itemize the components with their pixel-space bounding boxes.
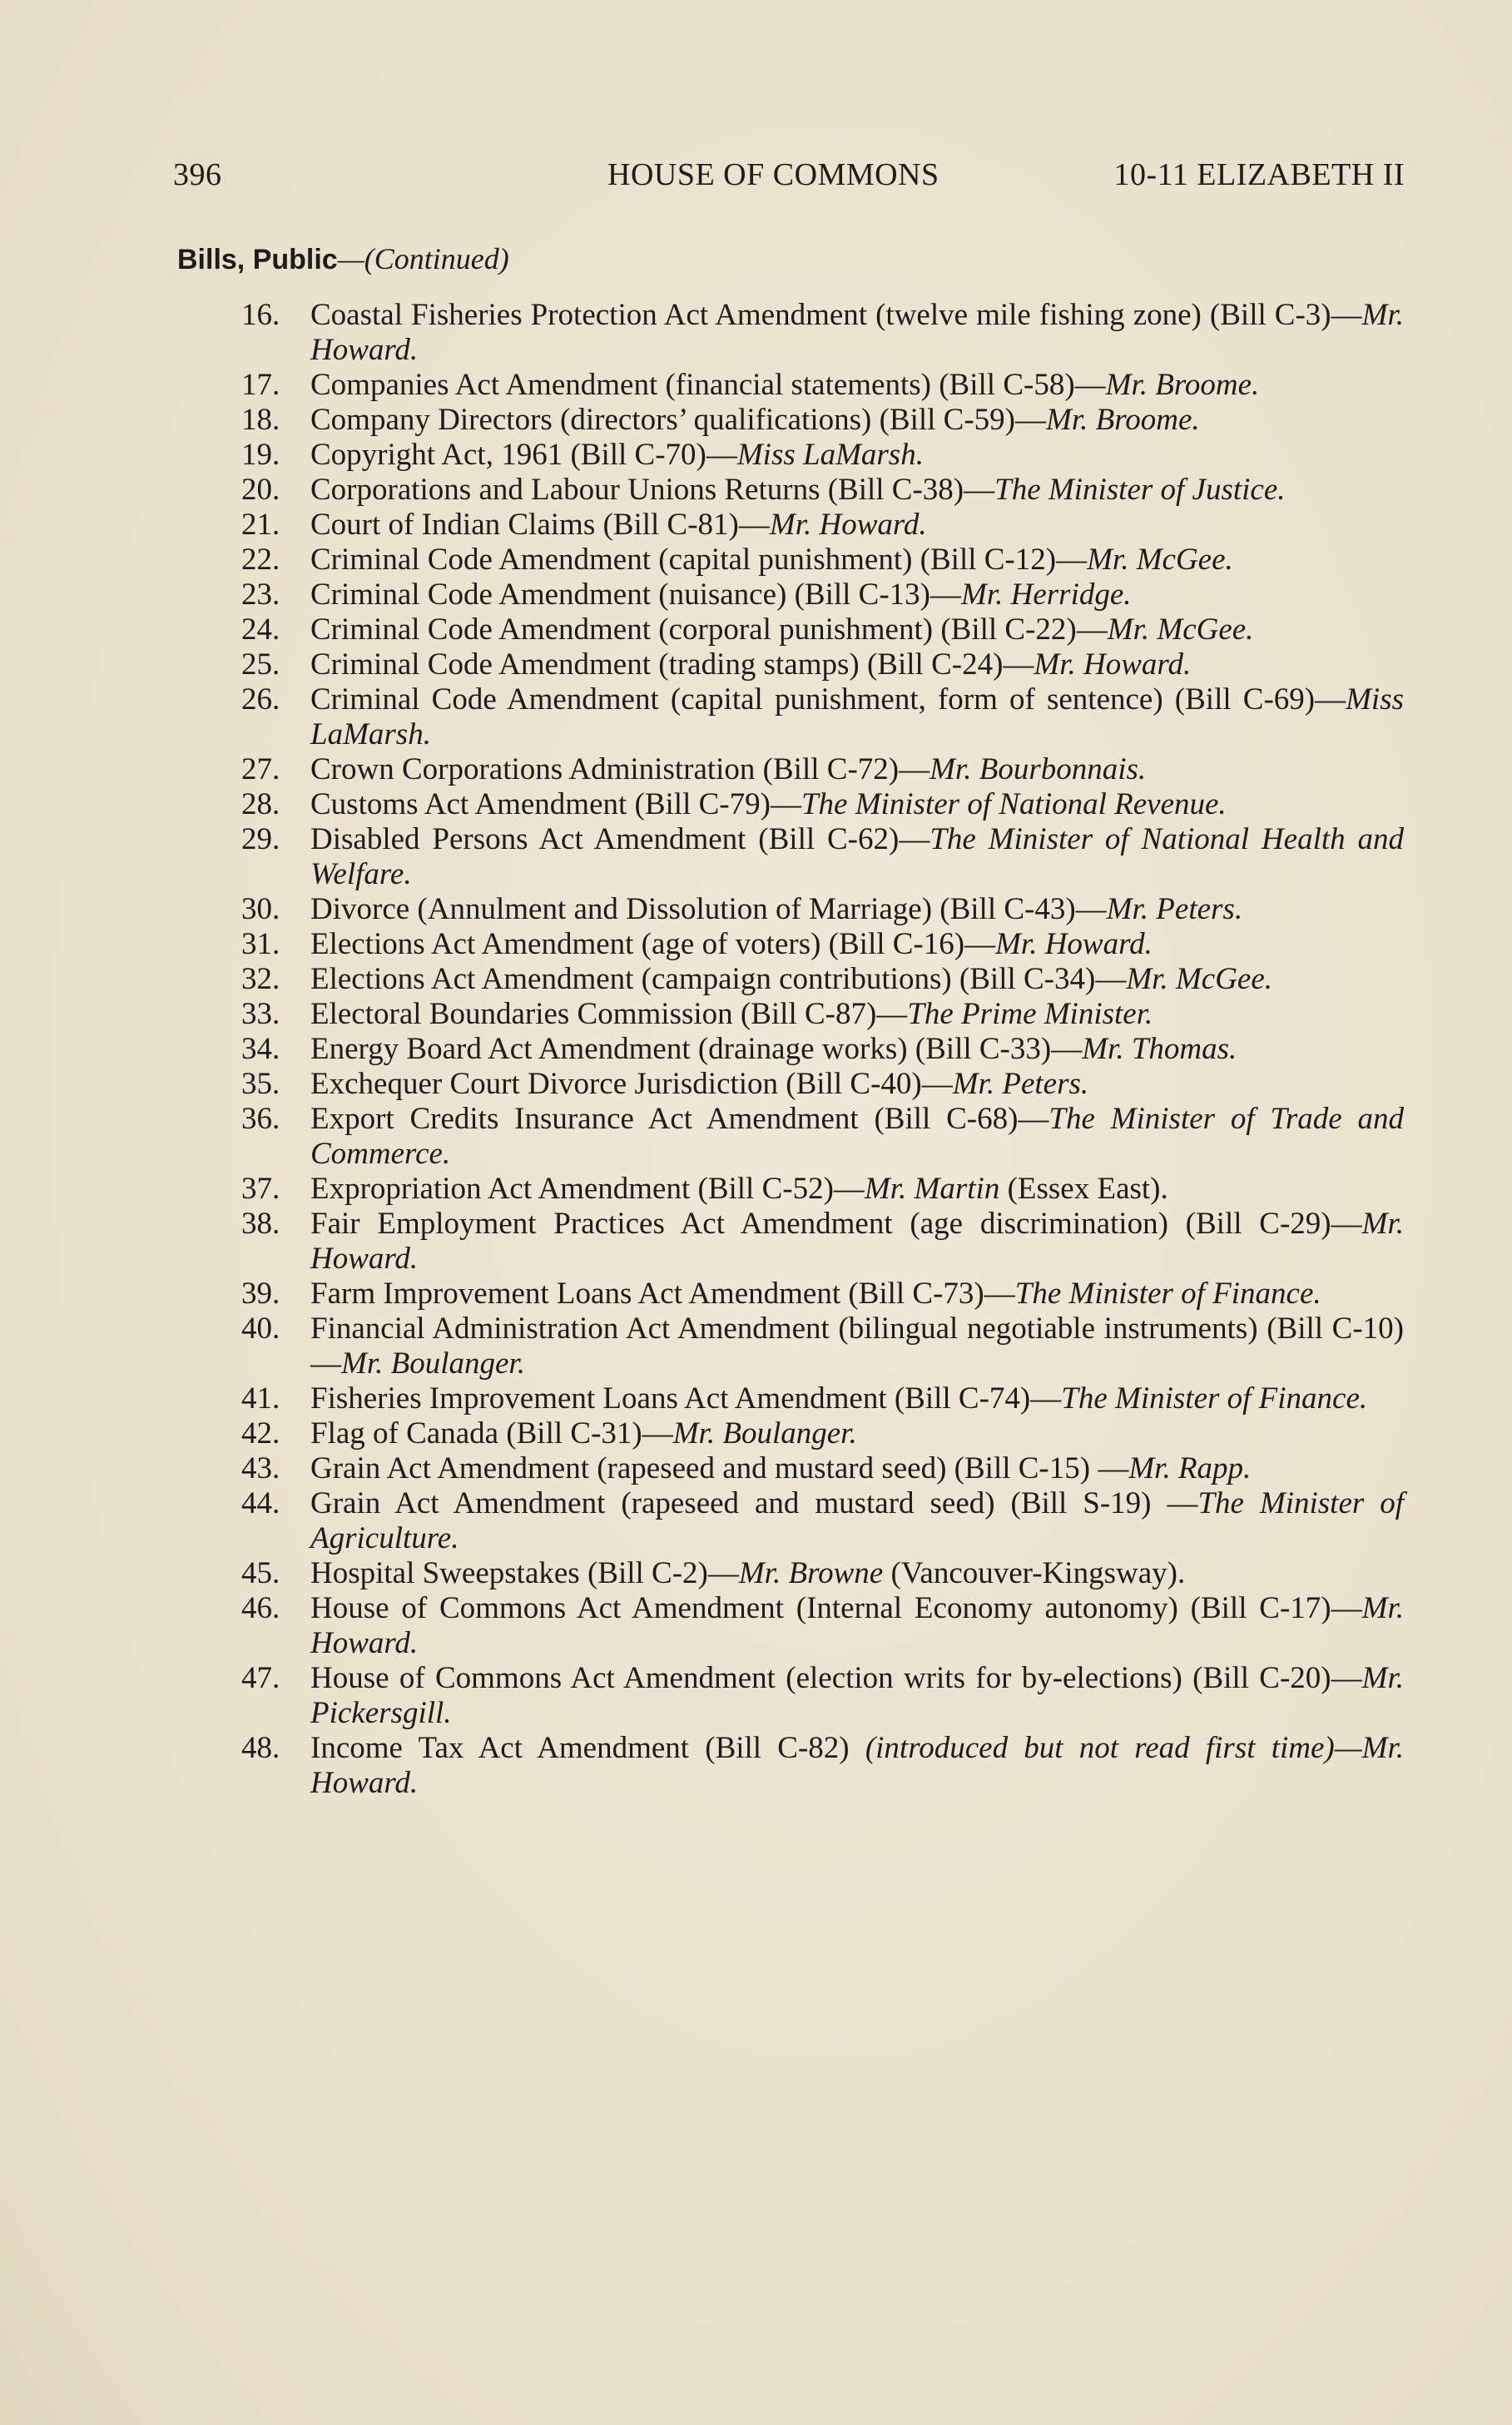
bill-entry bbox=[241, 508, 1404, 543]
entry-number: 26. bbox=[241, 682, 280, 717]
entry-number: 19. bbox=[241, 438, 280, 472]
entry-sponsor: Mr. McGee. bbox=[1107, 612, 1254, 647]
entry-text: Criminal Code Amendment (nuisance) (Bill C-13)— bbox=[310, 578, 962, 612]
bill-entry bbox=[241, 1416, 1404, 1451]
bill-entry bbox=[241, 1661, 1404, 1731]
entry-sponsor: Miss LaMarsh. bbox=[736, 438, 924, 472]
entry-sponsor: Mr. Broome. bbox=[1105, 368, 1260, 402]
entry-number: 35. bbox=[241, 1067, 280, 1101]
entry-sponsor: Mr. Boulanger. bbox=[672, 1416, 857, 1451]
entry-sponsor: Mr. Boulanger. bbox=[341, 1346, 525, 1381]
entry-number: 43. bbox=[241, 1451, 280, 1485]
entry-tail: (Vancouver-Kingsway). bbox=[883, 1556, 1186, 1590]
bill-entry bbox=[241, 1312, 1404, 1381]
entry-sponsor: Mr. Rapp. bbox=[1128, 1451, 1252, 1485]
page-number: 396 bbox=[173, 157, 222, 192]
bill-entry bbox=[241, 787, 1404, 822]
bill-list bbox=[241, 298, 1404, 1801]
entry-number: 38. bbox=[241, 1207, 280, 1241]
entry-sponsor: Mr. Howard. bbox=[310, 1591, 1404, 1660]
entry-sponsor: Mr. Peters. bbox=[952, 1067, 1089, 1101]
entry-number: 44. bbox=[241, 1486, 280, 1520]
entry-sponsor: Mr. Herridge. bbox=[961, 578, 1132, 612]
entry-sponsor: Mr. Howard. bbox=[995, 927, 1153, 961]
entry-sponsor: The Prime Minister. bbox=[907, 997, 1153, 1031]
entry-sponsor: Mr. Thomas. bbox=[1082, 1032, 1237, 1066]
bill-entry bbox=[241, 647, 1404, 682]
entry-number: 20. bbox=[241, 473, 280, 507]
entry-text: Exchequer Court Divorce Jurisdiction (Bill C-40)— bbox=[310, 1067, 953, 1101]
entry-sponsor: Mr. Broome. bbox=[1046, 403, 1200, 437]
entry-text: Criminal Code Amendment (trading stamps) (Bill C-24)— bbox=[310, 647, 1034, 682]
bill-entry bbox=[241, 962, 1404, 997]
entry-number: 25. bbox=[241, 647, 280, 682]
entry-number: 29. bbox=[241, 822, 280, 856]
entry-sponsor: Mr. McGee. bbox=[1087, 543, 1233, 577]
entry-sponsor: Miss LaMarsh. bbox=[310, 682, 1404, 751]
entry-text: Customs Act Amendment (Bill C-79)— bbox=[310, 787, 801, 821]
page-header bbox=[173, 156, 1405, 196]
entry-sponsor: The Minister of Trade and Commerce. bbox=[310, 1102, 1404, 1171]
entry-number: 33. bbox=[241, 997, 280, 1031]
bill-entry bbox=[241, 1556, 1404, 1591]
entry-sponsor: Mr. Howard. bbox=[1034, 647, 1192, 682]
entry-number: 28. bbox=[241, 787, 280, 821]
bill-entry bbox=[241, 1731, 1404, 1801]
bill-entry bbox=[241, 927, 1404, 962]
entry-text: Fair Employment Practices Act Amendment (age discrimination) (Bill C-29)— bbox=[310, 1207, 1362, 1241]
bill-entry bbox=[241, 612, 1404, 647]
bill-entry bbox=[241, 1172, 1404, 1207]
entry-text: Criminal Code Amendment (capital punishment) (Bill C-12)— bbox=[310, 543, 1088, 577]
bill-entry bbox=[241, 578, 1404, 612]
bill-entry bbox=[241, 1591, 1404, 1661]
entry-text: Expropriation Act Amendment (Bill C-52)— bbox=[310, 1172, 865, 1206]
entry-number: 42. bbox=[241, 1416, 280, 1451]
bill-entry bbox=[241, 473, 1404, 508]
bill-entry bbox=[241, 298, 1404, 368]
bill-entry bbox=[241, 1207, 1404, 1277]
entry-text: Energy Board Act Amendment (drainage works) (Bill C-33)— bbox=[310, 1032, 1083, 1066]
entry-sponsor: Mr. Howard. bbox=[769, 508, 927, 542]
entry-text: Electoral Boundaries Commission (Bill C-87)— bbox=[310, 997, 908, 1031]
entry-text: Disabled Persons Act Amendment (Bill C-62)— bbox=[310, 822, 930, 856]
entry-text: Fisheries Improvement Loans Act Amendment (Bill C-74)— bbox=[310, 1381, 1062, 1416]
entry-text: Court of Indian Claims (Bill C-81)— bbox=[310, 508, 770, 542]
entry-text: Financial Administration Act Amendment (bilingual negotiable instruments) (Bill C-10)— bbox=[310, 1312, 1404, 1381]
entry-number: 40. bbox=[241, 1312, 280, 1346]
entry-text: House of Commons Act Amendment (Internal Economy autonomy) (Bill C-17)— bbox=[310, 1591, 1362, 1625]
bill-entry bbox=[241, 1451, 1404, 1486]
entry-number: 41. bbox=[241, 1381, 280, 1416]
bill-entry bbox=[241, 403, 1404, 438]
entry-sponsor: The Minister of National Health and Welfare. bbox=[310, 822, 1404, 891]
entry-text: Criminal Code Amendment (corporal punishment) (Bill C-22)— bbox=[310, 612, 1108, 647]
entry-text: Flag of Canada (Bill C-31)— bbox=[310, 1416, 673, 1451]
entry-sponsor: The Minister of Justice. bbox=[994, 473, 1286, 507]
bill-entry bbox=[241, 1277, 1404, 1312]
entry-number: 32. bbox=[241, 962, 280, 996]
entry-number: 36. bbox=[241, 1102, 280, 1136]
entry-number: 39. bbox=[241, 1277, 280, 1311]
bill-entry bbox=[241, 1067, 1404, 1102]
entry-text: Grain Act Amendment (rapeseed and mustard seed) (Bill S-19) — bbox=[310, 1486, 1198, 1520]
entry-sponsor: Mr. Bourbonnais. bbox=[930, 752, 1147, 786]
entry-sponsor: The Minister of Finance. bbox=[1014, 1277, 1321, 1311]
bill-entry bbox=[241, 438, 1404, 473]
entry-text: Company Directors (directors’ qualifications) (Bill C-59)— bbox=[310, 403, 1047, 437]
entry-sponsor: The Minister of Finance. bbox=[1061, 1381, 1368, 1416]
entry-number: 16. bbox=[241, 298, 280, 332]
entry-text: Income Tax Act Amendment (Bill C-82) bbox=[310, 1731, 865, 1765]
entry-number: 23. bbox=[241, 578, 280, 612]
running-title: HOUSE OF COMMONS bbox=[607, 157, 939, 192]
entry-text: Grain Act Amendment (rapeseed and mustard seed) (Bill C-15) — bbox=[310, 1451, 1129, 1485]
entry-sponsor: Mr. McGee. bbox=[1126, 962, 1273, 996]
entry-number: 22. bbox=[241, 543, 280, 577]
entry-number: 24. bbox=[241, 612, 280, 647]
entry-text: Criminal Code Amendment (capital punishment, form of sentence) (Bill C-69)— bbox=[310, 682, 1346, 717]
bill-entry bbox=[241, 1381, 1404, 1416]
entry-number: 21. bbox=[241, 508, 280, 542]
bill-entry bbox=[241, 822, 1404, 892]
entry-text: Corporations and Labour Unions Returns (Bill C-38)— bbox=[310, 473, 995, 507]
entry-tail: (Essex East). bbox=[999, 1172, 1168, 1206]
entry-sponsor: Mr. Pickersgill. bbox=[310, 1661, 1404, 1730]
entry-text: Crown Corporations Administration (Bill C-72)— bbox=[310, 752, 930, 786]
entry-sponsor: Mr. Browne bbox=[738, 1556, 884, 1590]
bill-entry bbox=[241, 543, 1404, 578]
entry-number: 46. bbox=[241, 1591, 280, 1625]
entry-number: 27. bbox=[241, 752, 280, 786]
entry-text: Divorce (Annulment and Dissolution of Marriage) (Bill C-43)— bbox=[310, 892, 1107, 926]
entry-text: Companies Act Amendment (financial statements) (Bill C-58)— bbox=[310, 368, 1106, 402]
entry-sponsor: The Minister of National Revenue. bbox=[801, 787, 1227, 821]
entry-text: House of Commons Act Amendment (election writs for by-elections) (Bill C-20)— bbox=[310, 1661, 1362, 1695]
entry-sponsor: (introduced but not read first time)—Mr. Howard. bbox=[310, 1731, 1404, 1800]
entry-text: Elections Act Amendment (campaign contributions) (Bill C-34)— bbox=[310, 962, 1127, 996]
entry-text: Coastal Fisheries Protection Act Amendment (twelve mile fishing zone) (Bill C-3)— bbox=[310, 298, 1362, 332]
entry-sponsor: Mr. Howard. bbox=[310, 298, 1404, 367]
entry-number: 37. bbox=[241, 1172, 280, 1206]
bill-entry bbox=[241, 1032, 1404, 1067]
entry-number: 30. bbox=[241, 892, 280, 926]
entry-number: 47. bbox=[241, 1661, 280, 1695]
section-heading bbox=[177, 241, 509, 276]
bill-entry bbox=[241, 368, 1404, 403]
bill-entry bbox=[241, 752, 1404, 787]
entry-sponsor: The Minister of Agriculture. bbox=[310, 1486, 1404, 1555]
entry-text: Farm Improvement Loans Act Amendment (Bill C-73)— bbox=[310, 1277, 1015, 1311]
entry-number: 34. bbox=[241, 1032, 280, 1066]
entry-number: 45. bbox=[241, 1556, 280, 1590]
entry-number: 48. bbox=[241, 1731, 280, 1765]
bill-entry bbox=[241, 1102, 1404, 1172]
section-continued: —(Continued) bbox=[337, 242, 509, 275]
reign-year: 10-11 ELIZABETH II bbox=[1113, 157, 1405, 192]
entry-sponsor: Mr. Howard. bbox=[310, 1207, 1404, 1276]
bill-entry bbox=[241, 997, 1404, 1032]
entry-number: 18. bbox=[241, 403, 280, 437]
entry-number: 31. bbox=[241, 927, 280, 961]
bill-entry bbox=[241, 682, 1404, 752]
entry-sponsor: Mr. Peters. bbox=[1106, 892, 1243, 926]
bill-entry bbox=[241, 1486, 1404, 1556]
entry-text: Elections Act Amendment (age of voters) (Bill C-16)— bbox=[310, 927, 996, 961]
entry-sponsor: Mr. Martin bbox=[864, 1172, 1000, 1206]
section-title: Bills, Public bbox=[177, 244, 338, 275]
entry-text: Copyright Act, 1961 (Bill C-70)— bbox=[310, 438, 737, 472]
entry-text: Hospital Sweepstakes (Bill C-2)— bbox=[310, 1556, 739, 1590]
entry-text: Export Credits Insurance Act Amendment (Bill C-68)— bbox=[310, 1102, 1049, 1136]
bill-entry bbox=[241, 892, 1404, 927]
entry-number: 17. bbox=[241, 368, 280, 402]
